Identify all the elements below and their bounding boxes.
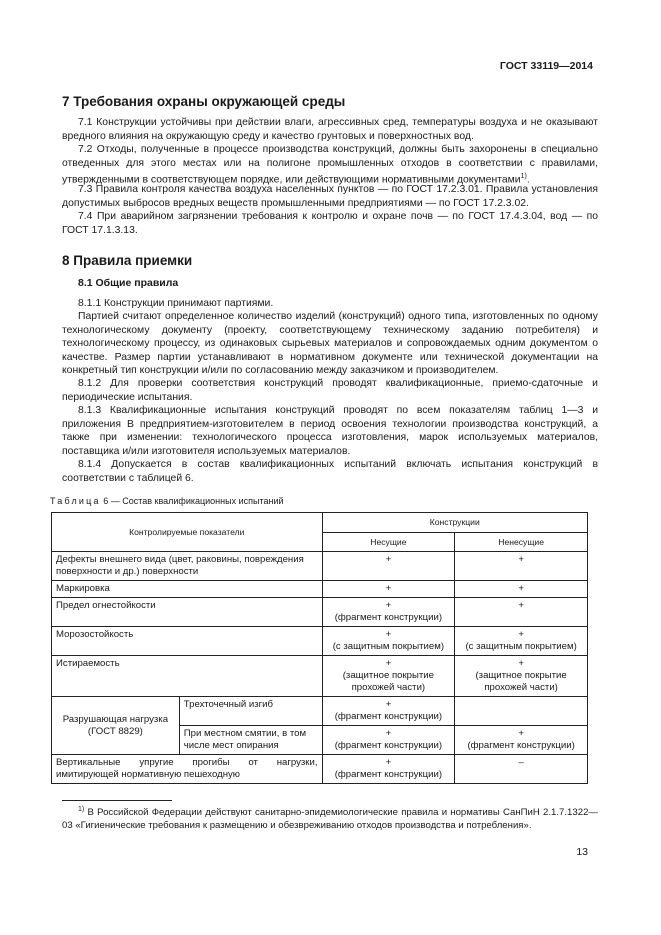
section-7-title: 7 Требования охраны окружающей среды	[62, 94, 346, 109]
cell-bearing	[322, 598, 455, 627]
row-name: Дефекты внешнего вида (цвет, раковины, повреждения поверхности и др.) поверхности	[52, 552, 323, 581]
cell-mark: +	[385, 629, 392, 640]
row-name: Разрушающая нагрузка (ГОСТ 8829)	[52, 697, 180, 755]
cell-nonbearing: +	[455, 598, 588, 627]
document-header: ГОСТ 33119—2014	[499, 60, 593, 72]
paragraph-7-3: 7.3 Правила контроля качества воздуха населенных пунктов — по ГОСТ 17.2.3.01. Правила установления допустимых выбросов вредных веществ промышленными предприятиями — по ГОСТ 17.2.3.02.	[62, 184, 598, 209]
row-name: Вертикальные упругие прогибы от нагрузки, имитирующей нормативную пешеходную	[52, 755, 323, 784]
table-caption-label: Таблица	[50, 496, 101, 506]
cell-nonbearing: +	[455, 581, 588, 598]
cell-nonbearing	[455, 726, 588, 755]
cell-bearing	[322, 726, 455, 755]
cell-bearing: +	[322, 552, 455, 581]
table-row	[52, 598, 588, 627]
cell-mark: +	[518, 658, 524, 669]
row-subname: При местном смятии, в том числе мест опирания	[179, 726, 322, 755]
cell-mark: +	[385, 600, 392, 611]
paragraph-7-1: 7.1 Конструкции устойчивы при действии влаги, агрессивных сред, температуры воздуха и не оказывают вредного влияния на окружающую среду и качество грунтовых и поверхностных вод.	[62, 117, 598, 142]
cell-mark: +	[385, 658, 392, 669]
cell-note: (фрагмент конструкции)	[467, 740, 575, 751]
cell-note: (фрагмент конструкции)	[334, 740, 443, 751]
footnote-text: В Российской Федерации действуют санитарно-эпидемиологические правила и нормативы СанПиН 2.1.7.1322—03 «Гигиенические требования к размещению и обезвреживанию отходов производства и потребления».	[62, 807, 598, 831]
footnote-ref: 1)	[520, 173, 527, 180]
cell-note: (фрагмент конструкции)	[334, 612, 443, 623]
table-row	[52, 697, 588, 726]
row-name: Истираемость	[52, 656, 323, 697]
cell-nonbearing: –	[455, 755, 588, 784]
row-name: Морозостойкость	[52, 627, 323, 656]
qualification-tests-table	[51, 512, 588, 784]
paragraph-8-1-1: 8.1.1 Конструкции принимают партиями.	[78, 298, 274, 309]
cell-note: (защитное покрытие прохожей части)	[475, 670, 567, 693]
section-8-title: 8 Правила приемки	[62, 253, 193, 268]
header-indicators: Контролируемые показатели	[52, 513, 323, 552]
cell-mark: +	[385, 699, 392, 710]
cell-note: (фрагмент конструкции)	[334, 711, 443, 722]
paragraph-7-2-text: 7.2 Отходы, полученные в процессе производства конструкций, должны быть захоронены в специально отведенных для этого местах или на полигоне промышленных отходов в соответствии с правилами, утвержденными в соответствующем порядке, или действующими нормативными документами	[62, 144, 598, 186]
subsection-8-1-title: 8.1 Общие правила	[78, 277, 179, 289]
cell-bearing	[322, 755, 455, 784]
row-name: Маркировка	[52, 581, 323, 598]
paragraph-batch-definition: Партией считают определенное количество изделий (конструкций) одного типа, изготовленных по одному технологическому документу (проекту, соответствующему техническому заданию потребителя) и технологическому процессу, из одинаковых сырьевых материалов и сопровождаемых одним документом о качестве. Размер партии устанавливают в нормативном документе или технической документации на конкретный тип конструкции и/или по согласованию между заказчиком и производителем.	[62, 311, 598, 376]
row-subname: Трехточечный изгиб	[179, 697, 322, 726]
paragraph-8-1-2: 8.1.2 Для проверки соответствия конструкций проводят квалификационные, приемо-сдаточные и периодические испытания.	[62, 378, 598, 403]
cell-mark: +	[385, 757, 392, 768]
cell-note: (защитное покрытие прохожей части)	[342, 670, 434, 693]
table-caption	[50, 496, 284, 506]
cell-mark: +	[518, 629, 524, 640]
table-row	[52, 656, 588, 697]
table-row	[52, 755, 588, 784]
cell-mark: +	[385, 728, 392, 739]
cell-nonbearing	[455, 627, 588, 656]
cell-note: (с защитным покрытием)	[332, 641, 445, 652]
footnote	[62, 804, 598, 832]
paragraph-7-2	[62, 143, 598, 187]
paragraph-7-4: 7.4 При аварийном загрязнении требования к контролю и охране почв — по ГОСТ 17.4.3.04, вод — по ГОСТ 17.1.3.13.	[62, 211, 598, 236]
page-number: 13	[576, 846, 588, 858]
header-bearing: Несущие	[322, 532, 455, 552]
footnote-mark: 1)	[78, 806, 85, 813]
paragraph-7-2-end: .	[526, 174, 530, 186]
cell-bearing	[322, 656, 455, 697]
footnote-divider	[62, 800, 172, 801]
cell-bearing: +	[322, 581, 455, 598]
header-nonbearing: Ненесущие	[455, 532, 588, 552]
table-caption-text: 6 — Состав квалификационных испытаний	[100, 496, 284, 506]
table-row	[52, 627, 588, 656]
cell-note: (с защитным покрытием)	[465, 641, 577, 652]
table-header-row	[52, 513, 588, 533]
cell-nonbearing	[455, 656, 588, 697]
cell-mark: +	[518, 728, 524, 739]
cell-nonbearing	[455, 697, 588, 726]
cell-nonbearing: +	[455, 552, 588, 581]
cell-bearing	[322, 627, 455, 656]
cell-note: (фрагмент конструкции)	[334, 769, 443, 780]
paragraph-8-1-3: 8.1.3 Квалификационные испытания конструкций проводят по всем показателям таблиц 1—3 и приложения В предприятием-изготовителем в период освоения технологии производства конструкций, а также при изменении: технологического процесса изготовления, марок используемых материалов, поставщика и/или изготовителя используемых материалов.	[62, 405, 598, 457]
cell-bearing	[322, 697, 455, 726]
table-row	[52, 552, 588, 581]
row-name: Предел огнестойкости	[52, 598, 323, 627]
paragraph-8-1-4: 8.1.4 Допускается в состав квалификационных испытаний включать испытания конструкций в соответствии с таблицей 6.	[62, 459, 598, 484]
table-row	[52, 581, 588, 598]
header-constructions: Конструкции	[322, 513, 588, 533]
